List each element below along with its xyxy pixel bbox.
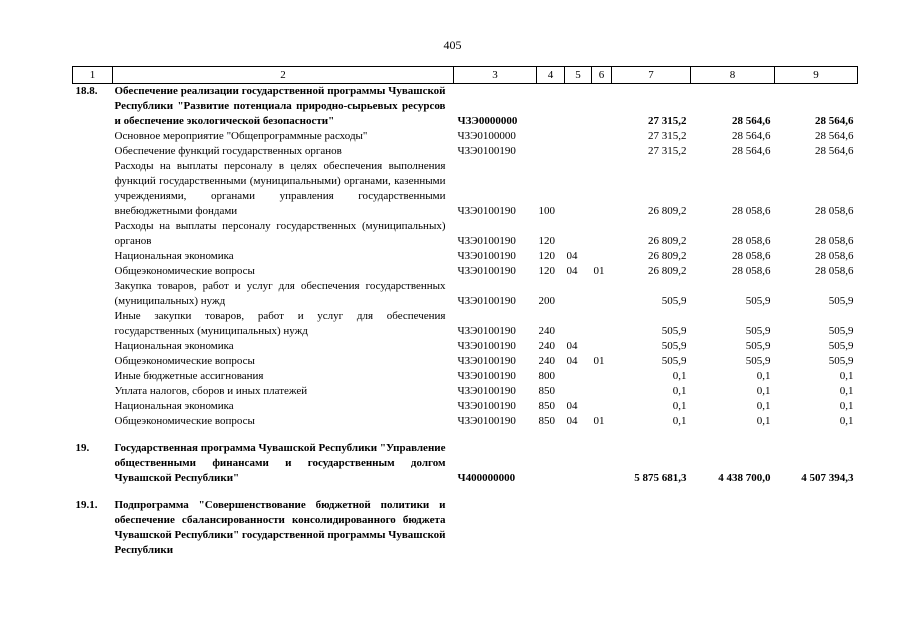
amount-year-1: 27 315,2 xyxy=(648,115,687,127)
amount-year-3: 0,1 xyxy=(839,415,854,427)
target-article-code xyxy=(454,498,537,558)
amount-year-2: 28 058,6 xyxy=(732,250,771,262)
amount-year-3: 28 564,6 xyxy=(815,130,854,142)
target-article-code: ЧЗЭ0100190 xyxy=(457,355,516,367)
spacer-cell xyxy=(73,486,858,498)
row-name: Иные закупки товаров, работ и услуг для обеспечения государственных (муниципальных) нужд xyxy=(114,310,446,337)
spacer-row xyxy=(73,486,858,498)
table-row xyxy=(73,309,858,339)
row-number xyxy=(73,279,113,309)
row-name: Закупка товаров, работ и услуг для обеспечения государственных (муниципальных) нужд xyxy=(114,280,446,307)
target-article-code: ЧЗЭ0100190 xyxy=(457,205,516,217)
row-name: Основное мероприятие "Общепрограммные расходы" xyxy=(114,130,368,142)
subsection-code xyxy=(592,498,612,558)
row-number xyxy=(73,129,113,144)
row-name: Национальная экономика xyxy=(114,400,234,412)
amount-year-2: 505,9 xyxy=(745,295,771,307)
table-row xyxy=(73,249,858,264)
target-article-code: ЧЗЭ0100190 xyxy=(457,370,516,382)
section-code: 04 xyxy=(566,400,578,412)
section-code: 04 xyxy=(566,265,578,277)
expense-type-code: 120 xyxy=(538,265,555,277)
header-row xyxy=(73,67,858,84)
table-body xyxy=(73,84,858,559)
target-article-code: Ч400000000 xyxy=(457,472,516,484)
row-number xyxy=(73,144,113,159)
target-article-code: ЧЗЭ0100190 xyxy=(457,265,516,277)
row-name: Общеэкономические вопросы xyxy=(114,265,255,277)
row-number xyxy=(73,219,113,249)
expense-type-code: 240 xyxy=(538,355,555,367)
target-article-code: ЧЗЭ0100190 xyxy=(457,295,516,307)
subsection-code xyxy=(592,279,612,309)
section-code: 04 xyxy=(566,355,578,367)
amount-year-2: 505,9 xyxy=(745,340,771,352)
row-number xyxy=(73,159,113,219)
amount-year-1: 27 315,2 xyxy=(648,130,687,142)
spacer-cell xyxy=(73,429,858,441)
expense-type-code: 850 xyxy=(538,415,555,427)
section-code xyxy=(565,441,592,486)
row-name: Обеспечение функций государственных органов xyxy=(114,145,342,157)
amount-year-2: 4 438 700,0 xyxy=(718,472,771,484)
target-article-code: ЧЗЭ0100190 xyxy=(457,250,516,262)
amount-year-3: 505,9 xyxy=(828,355,854,367)
spacer-row xyxy=(73,429,858,441)
row-number xyxy=(73,414,113,429)
table-row xyxy=(73,144,858,159)
amount-year-3: 28 058,6 xyxy=(815,250,854,262)
expense-type-code: 850 xyxy=(538,385,555,397)
amount-year-2: 0,1 xyxy=(756,415,771,427)
row-name: Государственная программа Чувашской Республики "Управление общественными финансами и государственным долгом Чувашской Республики" xyxy=(114,442,446,484)
amount-year-2: 0,1 xyxy=(756,400,771,412)
amount-year-1: 505,9 xyxy=(661,325,687,337)
amount-year-2: 0,1 xyxy=(756,385,771,397)
table-row xyxy=(73,498,858,558)
amount-year-3: 0,1 xyxy=(839,385,854,397)
table-row xyxy=(73,441,858,486)
amount-year-2: 28 058,6 xyxy=(732,205,771,217)
section-code: 04 xyxy=(566,340,578,352)
expense-type-code: 200 xyxy=(538,295,555,307)
table-row xyxy=(73,399,858,414)
subsection-code xyxy=(592,309,612,339)
amount-year-1: 26 809,2 xyxy=(648,235,687,247)
column-header: 8 xyxy=(691,67,775,84)
expense-type-code: 240 xyxy=(538,325,555,337)
expense-type-code: 120 xyxy=(538,250,555,262)
amount-year-3: 505,9 xyxy=(828,325,854,337)
column-header: 4 xyxy=(537,67,565,84)
table-row xyxy=(73,384,858,399)
amount-year-2: 505,9 xyxy=(745,355,771,367)
section-code xyxy=(565,309,592,339)
subsection-code xyxy=(592,369,612,384)
target-article-code: ЧЗЭ0100190 xyxy=(457,400,516,412)
table-row xyxy=(73,219,858,249)
table-row xyxy=(73,339,858,354)
amount-year-3: 28 058,6 xyxy=(815,265,854,277)
amount-year-1: 0,1 xyxy=(672,415,687,427)
amount-year-2: 28 058,6 xyxy=(732,265,771,277)
row-name: Расходы на выплаты персоналу в целях обеспечения выполнения функций государственными (муниципальными) органами, казенными учреждениями, органами управления государственными внебюджетными фондами xyxy=(114,160,446,217)
amount-year-2: 28 564,6 xyxy=(732,115,771,127)
table-row xyxy=(73,414,858,429)
table-row xyxy=(73,264,858,279)
amount-year-1: 26 809,2 xyxy=(648,265,687,277)
row-name: Уплата налогов, сборов и иных платежей xyxy=(114,385,308,397)
row-number xyxy=(73,264,113,279)
row-number xyxy=(73,399,113,414)
row-number xyxy=(73,249,113,264)
section-code xyxy=(565,498,592,558)
amount-year-1: 26 809,2 xyxy=(648,250,687,262)
amount-year-1: 0,1 xyxy=(672,370,687,382)
target-article-code: ЧЗЭ0000000 xyxy=(457,115,518,127)
amount-year-2: 28 058,6 xyxy=(732,235,771,247)
amount-year-2: 505,9 xyxy=(745,325,771,337)
table-row xyxy=(73,369,858,384)
column-header: 7 xyxy=(612,67,691,84)
amount-year-1: 505,9 xyxy=(661,355,687,367)
amount-year-3: 0,1 xyxy=(839,370,854,382)
target-article-code: ЧЗЭ0100190 xyxy=(457,235,516,247)
amount-year-1: 5 875 681,3 xyxy=(634,472,687,484)
subsection-code xyxy=(592,399,612,414)
subsection-code xyxy=(592,219,612,249)
target-article-code: ЧЗЭ0100190 xyxy=(457,340,516,352)
section-code xyxy=(565,384,592,399)
target-article-code: ЧЗЭ0100190 xyxy=(457,385,516,397)
amount-year-1: 27 315,2 xyxy=(648,145,687,157)
amount-year-1 xyxy=(612,498,691,558)
target-article-code: ЧЗЭ0100190 xyxy=(457,325,516,337)
table-header xyxy=(73,67,858,84)
column-header: 6 xyxy=(592,67,612,84)
section-code xyxy=(565,159,592,219)
expense-type-code xyxy=(537,84,565,130)
subsection-code xyxy=(592,384,612,399)
subsection-code: 01 xyxy=(593,265,605,277)
amount-year-3: 4 507 394,3 xyxy=(801,472,854,484)
column-header: 5 xyxy=(565,67,592,84)
table-row xyxy=(73,279,858,309)
section-code xyxy=(565,144,592,159)
row-number: 18.8. xyxy=(75,85,98,97)
expense-type-code: 800 xyxy=(538,370,555,382)
table-row xyxy=(73,84,858,130)
section-code xyxy=(565,219,592,249)
row-name: Общеэкономические вопросы xyxy=(114,415,255,427)
amount-year-3: 28 058,6 xyxy=(815,235,854,247)
row-number xyxy=(73,339,113,354)
row-number xyxy=(73,309,113,339)
expense-type-code: 120 xyxy=(538,235,555,247)
row-name: Расходы на выплаты персоналу государственных (муниципальных) органов xyxy=(114,220,446,247)
row-number xyxy=(73,369,113,384)
subsection-code: 01 xyxy=(593,355,605,367)
amount-year-2: 28 564,6 xyxy=(732,145,771,157)
amount-year-1: 505,9 xyxy=(661,340,687,352)
subsection-code xyxy=(592,159,612,219)
amount-year-3: 0,1 xyxy=(839,400,854,412)
subsection-code xyxy=(592,441,612,486)
target-article-code: ЧЗЭ0100000 xyxy=(457,130,516,142)
column-header: 9 xyxy=(775,67,858,84)
target-article-code: ЧЗЭ0100190 xyxy=(457,415,516,427)
budget-table xyxy=(72,66,858,558)
section-code: 04 xyxy=(566,250,578,262)
amount-year-3: 28 564,6 xyxy=(815,145,854,157)
section-code: 04 xyxy=(566,415,578,427)
amount-year-3: 505,9 xyxy=(828,295,854,307)
row-name: Подпрограмма "Совершенствование бюджетной политики и обеспечение сбалансированности консолидированного бюджета Чувашской Республики" государственной программы Чувашской Республики xyxy=(114,499,446,556)
row-name: Обеспечение реализации государственной программы Чувашской Республики "Развитие потенциала природно-сырьевых ресурсов и обеспечение экологической безопасности" xyxy=(114,85,446,127)
amount-year-1: 26 809,2 xyxy=(648,205,687,217)
section-code xyxy=(565,369,592,384)
row-number: 19. xyxy=(75,442,90,454)
table-row xyxy=(73,129,858,144)
amount-year-2 xyxy=(691,498,775,558)
amount-year-2: 28 564,6 xyxy=(732,130,771,142)
subsection-code xyxy=(592,129,612,144)
amount-year-1: 0,1 xyxy=(672,400,687,412)
row-number xyxy=(73,354,113,369)
amount-year-1: 0,1 xyxy=(672,385,687,397)
row-number xyxy=(73,384,113,399)
section-code xyxy=(565,84,592,130)
row-name: Национальная экономика xyxy=(114,340,234,352)
amount-year-3: 505,9 xyxy=(828,340,854,352)
row-name: Национальная экономика xyxy=(114,250,234,262)
expense-type-code xyxy=(537,441,565,486)
expense-type-code: 850 xyxy=(538,400,555,412)
row-name: Общеэкономические вопросы xyxy=(114,355,255,367)
amount-year-2: 0,1 xyxy=(756,370,771,382)
subsection-code xyxy=(592,144,612,159)
amount-year-3 xyxy=(775,498,858,558)
section-code xyxy=(565,279,592,309)
target-article-code: ЧЗЭ0100190 xyxy=(457,145,516,157)
amount-year-3: 28 058,6 xyxy=(815,205,854,217)
column-header: 1 xyxy=(73,67,113,84)
column-header: 2 xyxy=(113,67,454,84)
table-row xyxy=(73,159,858,219)
subsection-code xyxy=(592,84,612,130)
row-number: 19.1. xyxy=(75,499,98,511)
expense-type-code xyxy=(537,498,565,558)
table-row xyxy=(73,354,858,369)
subsection-code xyxy=(592,249,612,264)
amount-year-1: 505,9 xyxy=(661,295,687,307)
row-name: Иные бюджетные ассигнования xyxy=(114,370,264,382)
page-number: 405 xyxy=(443,38,462,52)
subsection-code: 01 xyxy=(593,415,605,427)
expense-type-code xyxy=(537,144,565,159)
expense-type-code xyxy=(537,129,565,144)
amount-year-3: 28 564,6 xyxy=(815,115,854,127)
section-code xyxy=(565,129,592,144)
subsection-code xyxy=(592,339,612,354)
expense-type-code: 240 xyxy=(538,340,555,352)
expense-type-code: 100 xyxy=(538,205,555,217)
column-header: 3 xyxy=(454,67,537,84)
